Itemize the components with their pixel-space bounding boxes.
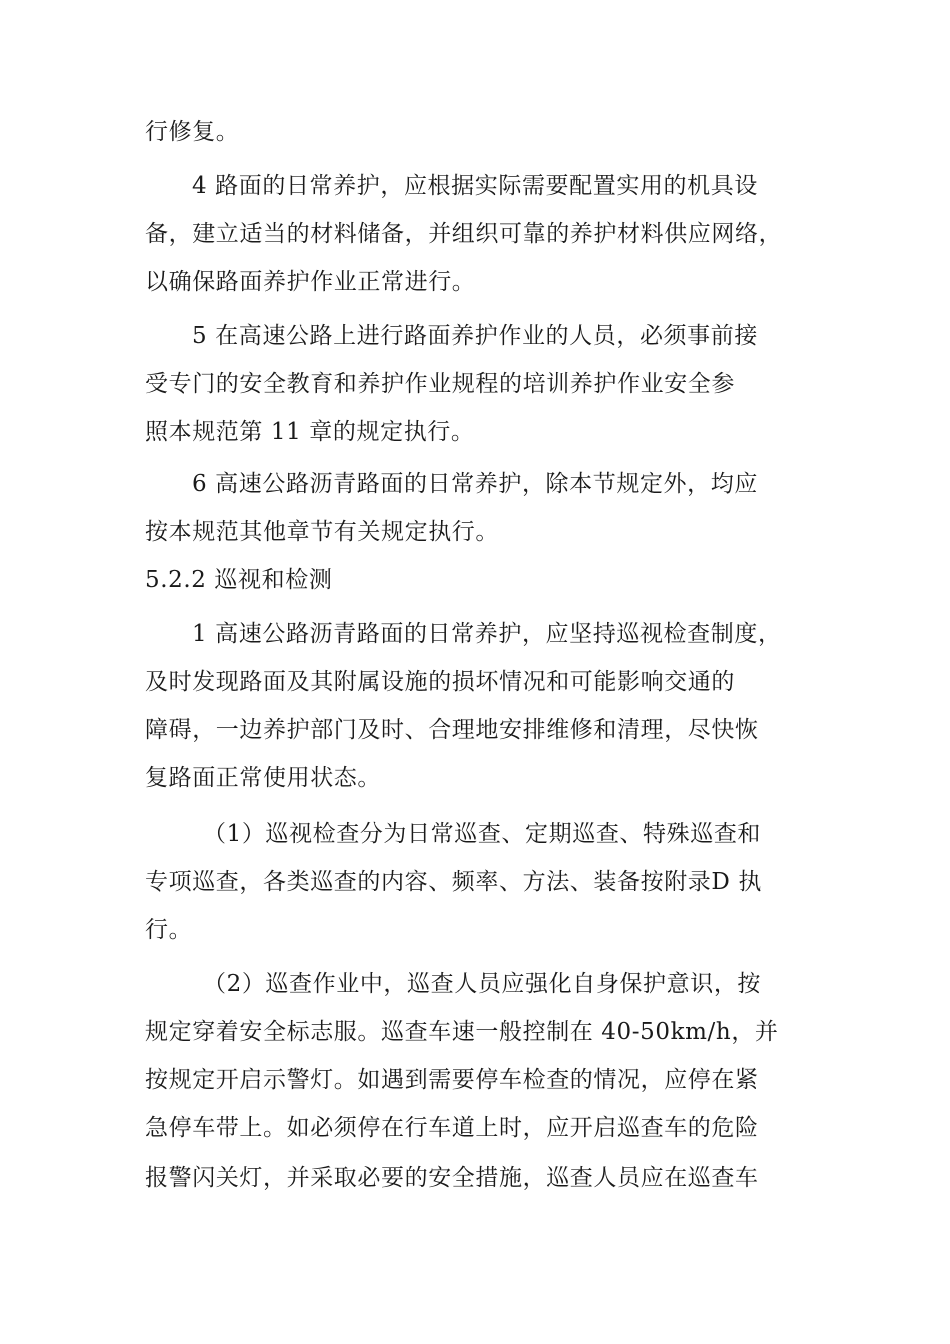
paragraph-line: 行修复。: [145, 119, 240, 145]
paragraph-line: 规定穿着安全标志服。巡查车速一般控制在 40-50km/h，并: [145, 1019, 779, 1045]
paragraph-line: 4 路面的日常养护，应根据实际需要配置实用的机具设: [192, 173, 758, 199]
paragraph-line: 照本规范第 11 章的规定执行。: [145, 419, 475, 445]
paragraph-line: （1）巡视检查分为日常巡查、定期巡查、特殊巡查和: [203, 821, 762, 847]
paragraph-line: （2）巡查作业中，巡查人员应强化自身保护意识，按: [203, 971, 762, 997]
section-heading: 5.2.2 巡视和检测: [145, 567, 333, 593]
paragraph-line: 6 高速公路沥青路面的日常养护，除本节规定外，均应: [192, 471, 758, 497]
paragraph-line: 急停车带上。如必须停在行车道上时，应开启巡查车的危险: [145, 1115, 759, 1141]
paragraph-line: 5 在高速公路上进行路面养护作业的人员，必须事前接: [192, 323, 758, 349]
paragraph-line: 按本规范其他章节有关规定执行。: [145, 519, 499, 545]
paragraph-line: 受专门的安全教育和养护作业规程的培训养护作业安全参: [145, 371, 735, 397]
paragraph-line: 以确保路面养护作业正常进行。: [145, 269, 476, 295]
paragraph-line: 1 高速公路沥青路面的日常养护，应坚持巡视检查制度，: [192, 621, 782, 647]
paragraph-line: 备，建立适当的材料储备，并组织可靠的养护材料供应网络，: [145, 221, 783, 247]
paragraph-line: 复路面正常使用状态。: [145, 765, 381, 791]
paragraph-line: 障碍，一边养护部门及时、合理地安排维修和清理，尽快恢: [145, 717, 759, 743]
paragraph-line: 行。: [145, 917, 193, 943]
paragraph-line: 按规定开启示警灯。如遇到需要停车检查的情况，应停在紧: [145, 1067, 759, 1093]
paragraph-line: 报警闪关灯，并采取必要的安全措施，巡查人员应在巡查车: [145, 1165, 759, 1191]
paragraph-line: 及时发现路面及其附属设施的损坏情况和可能影响交通的: [145, 669, 735, 695]
paragraph-line: 专项巡查，各类巡查的内容、频率、方法、装备按附录D 执: [145, 869, 762, 895]
